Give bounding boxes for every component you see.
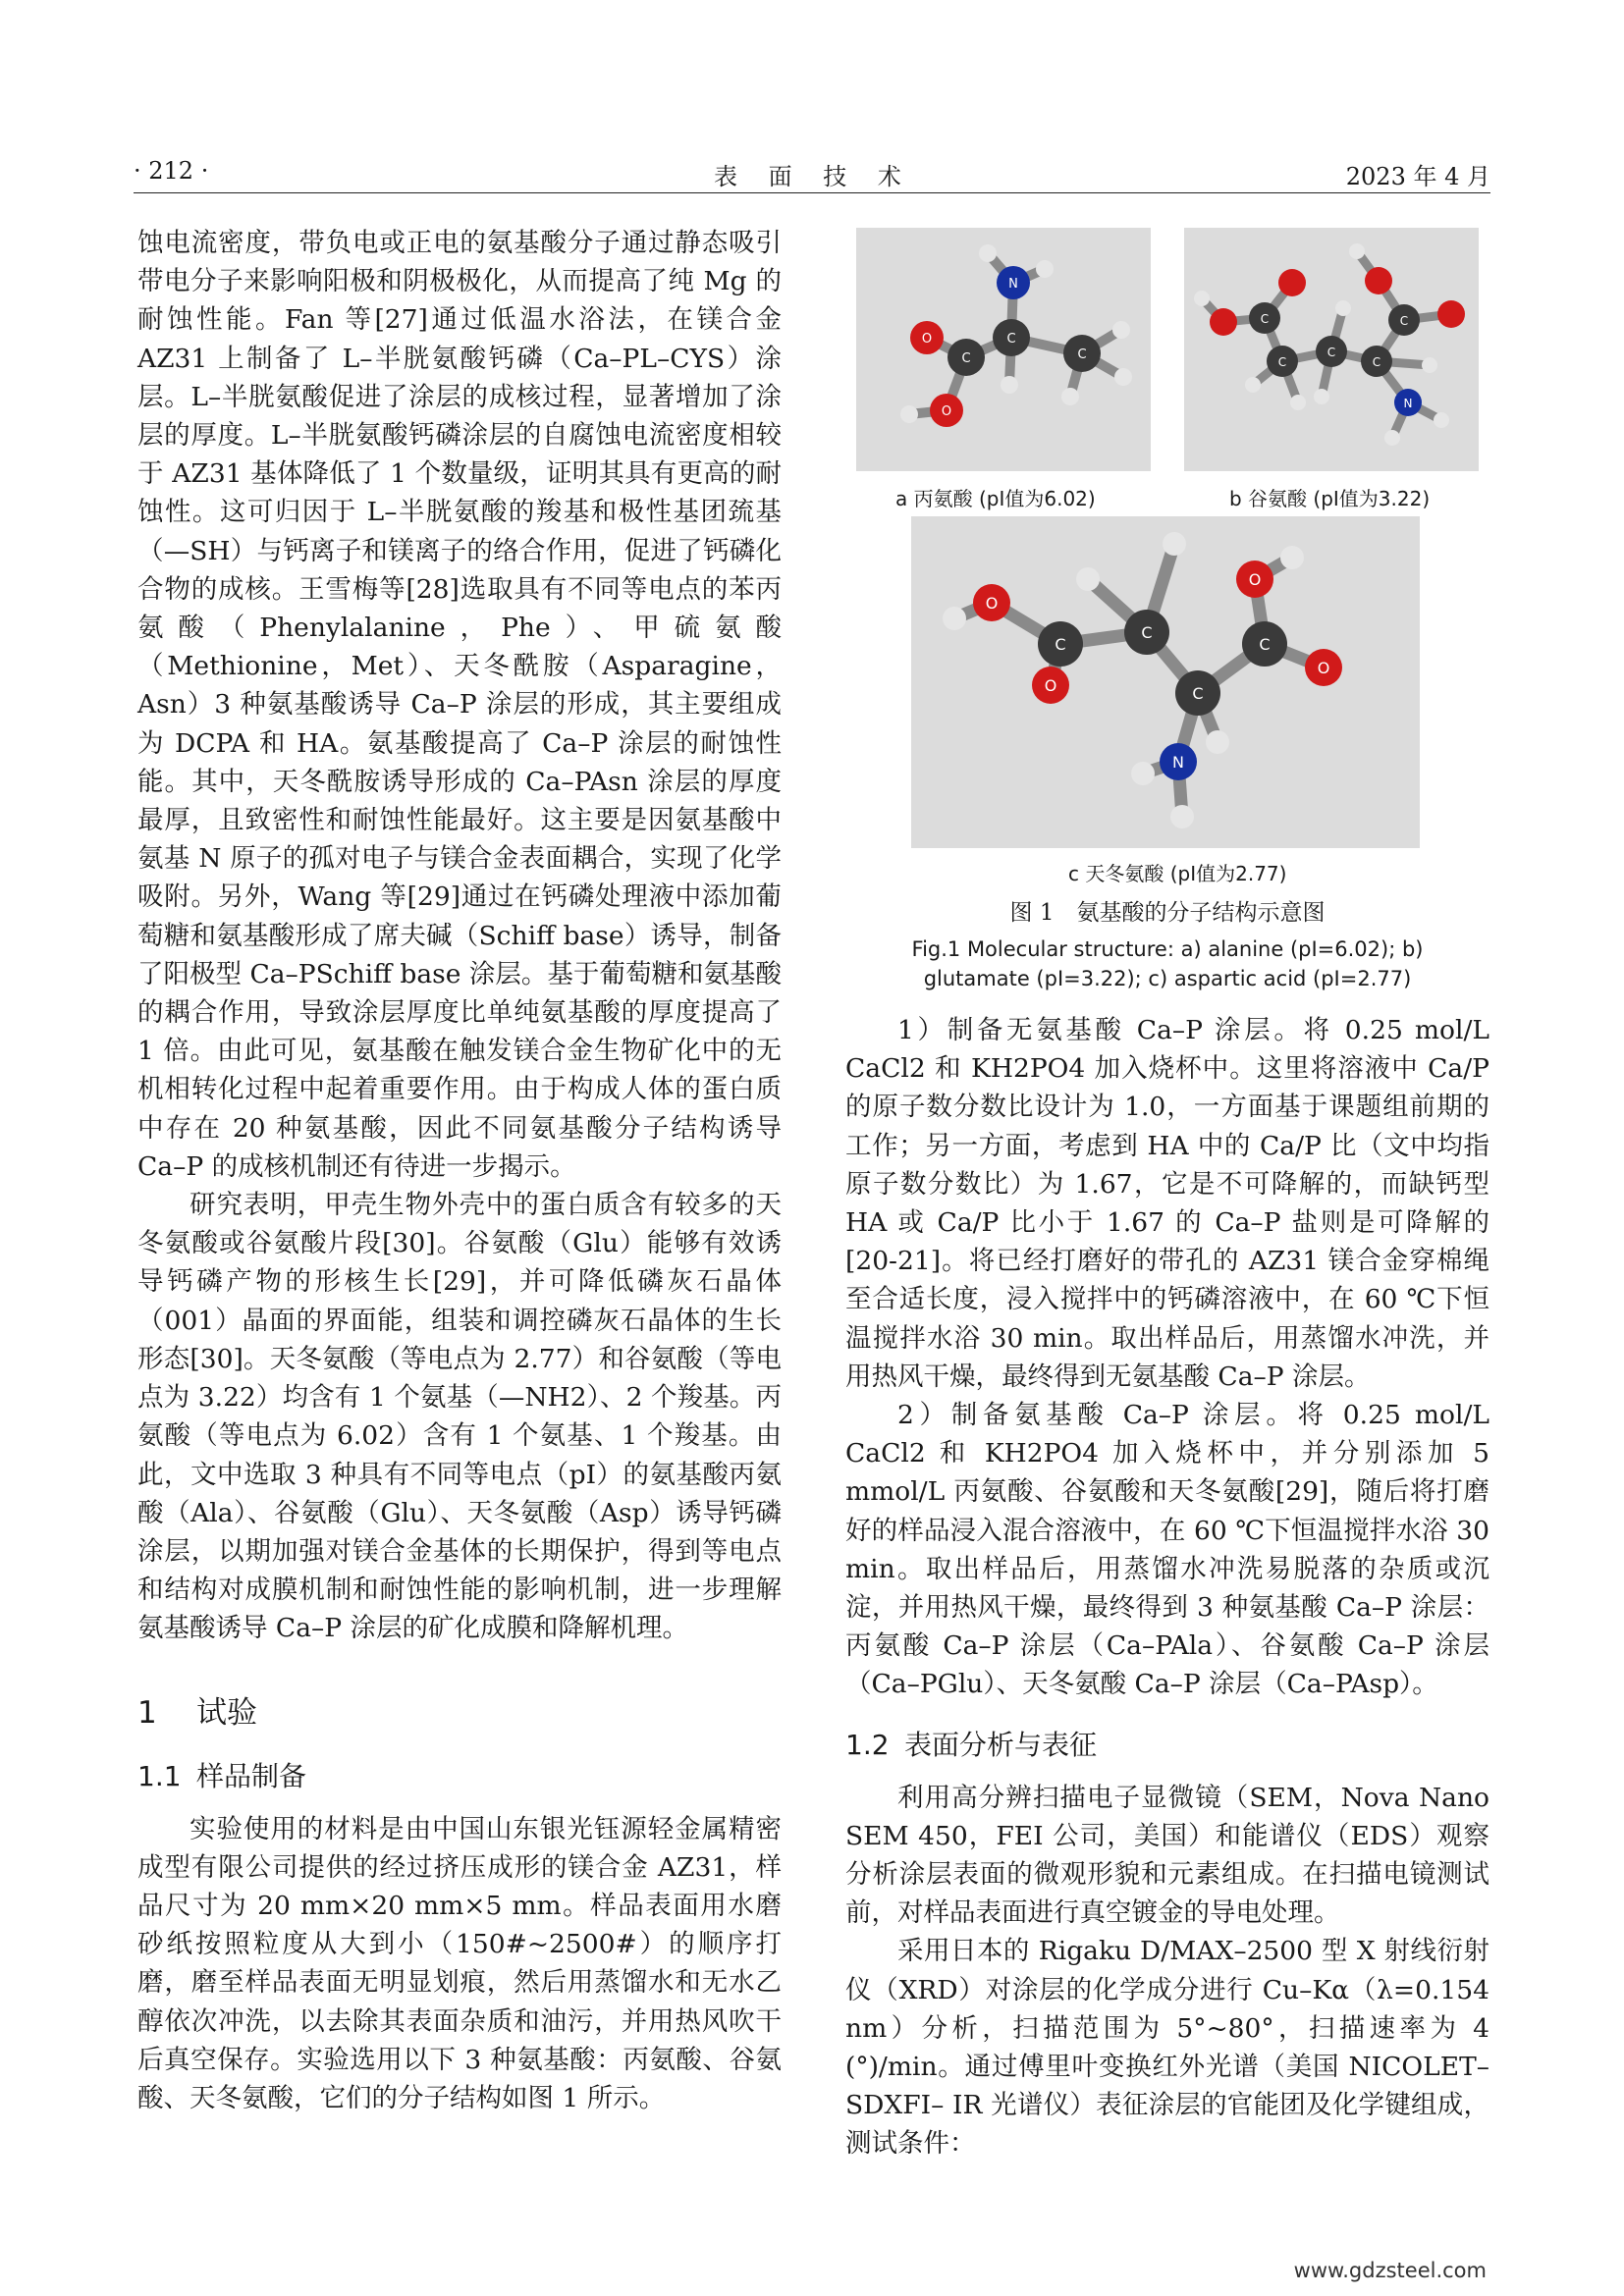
hydrogen-atom bbox=[1114, 368, 1132, 386]
atom-label: C bbox=[1399, 314, 1409, 328]
subsection-number: 1.2 bbox=[845, 1728, 890, 1761]
figure-label-a: a 丙氨酸 (pI值为6.02) bbox=[895, 487, 1096, 510]
atom-label: O bbox=[941, 404, 952, 419]
left-column bbox=[137, 224, 782, 2117]
journal-title: 表 面 技 术 bbox=[714, 163, 913, 190]
subsection-title: 样品制备 bbox=[196, 1759, 307, 1792]
paragraph: 1）制备无氨基酸 Ca–P 涂层。将 0.25 mol/L CaCl2 和 KH2PO4 加入烧杯中。这里将溶液中 Ca/P 的原子数分数比设计为 1.0，一方面基于课题组前期的工作；另一方面，考虑到 HA 中的 Ca/P 比（文中均指原子数分数比）为 1.67，它是不可降解的，而缺钙型 HA 或 Ca/P 比小于 1.67 的 Ca–P 盐则是可降解的[20-21]。将已经打磨好的带孔的 AZ31 镁合金穿棉绳至合适长度，浸入搅拌中的钙磷溶液中，在 60 ℃下恒温搅拌水浴 30 min。取出样品后，用蒸馏水冲洗，并用热风干燥，最终得到无氨基酸 Ca–P 涂层。 bbox=[845, 1015, 1489, 1392]
subsection-heading bbox=[845, 1724, 1489, 1763]
hydrogen-atom bbox=[1194, 291, 1210, 306]
paragraph: 实验使用的材料是由中国山东银光钰源轻金属精密成型有限公司提供的经过挤压成形的镁合金 AZ31，样品尺寸为 20 mm×20 mm×5 mm。样品表面用水磨砂纸按照粒度从大到小（150#~2500#）的顺序打磨，磨至样品表面无明显划痕，然后用蒸馏水和无水乙醇依次冲洗，以去除其表面杂质和油污，并用热风吹干后真空保存。实验选用以下 3 种氨基酸：丙氨酸、谷氨酸、天冬氨酸，它们的分子结构如图 1 所示。 bbox=[137, 1813, 782, 2113]
figure-label-b: b 谷氨酸 (pI值为3.22) bbox=[1229, 487, 1431, 510]
hydrogen-atom bbox=[1290, 395, 1306, 410]
paragraph: 利用高分辨扫描电子显微镜（SEM，Nova Nano SEM 450，FEI 公司，美国）和能谱仪（EDS）观察分析涂层表面的微观形貌和元素组成。在扫描电镜测试前，对样品表面进行真空镀金的导电处理。 bbox=[845, 1782, 1489, 1929]
section-number: 1 bbox=[137, 1694, 157, 1731]
atom-label: C bbox=[1259, 635, 1271, 654]
issue-date: 2023 年 4 月 bbox=[1345, 163, 1490, 190]
atom-label: C bbox=[1192, 684, 1204, 703]
figure-caption-cn: 图 1 氨基酸的分子结构示意图 bbox=[1009, 900, 1326, 926]
atom-label: O bbox=[1317, 659, 1330, 677]
oxygen-atom bbox=[1278, 269, 1306, 296]
hydrogen-atom bbox=[1112, 321, 1130, 339]
hydrogen-atom bbox=[1434, 412, 1449, 428]
hydrogen-atom bbox=[1001, 376, 1018, 394]
atom-label: O bbox=[1044, 676, 1057, 695]
subsection-number: 1.1 bbox=[137, 1759, 182, 1792]
paragraph: 研究表明，甲壳生物外壳中的蛋白质含有较多的天冬氨酸或谷氨酸片段[30]。谷氨酸（Glu）能够有效诱导钙磷产物的形核生长[29]，并可降低磷灰石晶体（001）晶面的界面能，组装和调控磷灰石晶体的生长形态[30]。天冬氨酸（等电点为 2.77）和谷氨酸（等电点为 3.22）均含有 1 个氨基（—NH2）、2 个羧基。丙氨酸（等电点为 6.02）含有 1 个氨基、1 个羧基。由此，文中选取 3 种具有不同等电点（pI）的氨基酸丙氨酸（Ala）、谷氨酸（Glu）、天冬氨酸（Asp）诱导钙磷涂层，以期加强对镁合金基体的长期保护，得到等电点和结构对成膜机制和耐蚀性能的影响机制，进一步理解氨基酸诱导 Ca–P 涂层的矿化成膜和降解机理。 bbox=[137, 1190, 782, 1644]
atom-label: C bbox=[1055, 635, 1066, 654]
atom-label: N bbox=[1403, 397, 1413, 410]
aspartic-acid-molecule bbox=[911, 516, 1420, 848]
hydrogen-atom bbox=[979, 244, 997, 262]
paragraph: 2）制备氨基酸 Ca–P 涂层。将 0.25 mol/L CaCl2 和 KH2PO4 加入烧杯中，并分别添加 5 mmol/L 丙氨酸、谷氨酸和天冬氨酸[29]，随后将打磨好的样品浸入混合溶液中，在 60 ℃下恒温搅拌水浴 30 min。取出样品后，用蒸馏水冲洗易脱落的杂质或沉淀，并用热风干燥，最终得到 3 种氨基酸 Ca–P 涂层：丙氨酸 Ca–P 涂层（Ca–PAla）、谷氨酸 Ca–P 涂层（Ca–PGlu）、天冬氨酸 Ca–P 涂层（Ca–PAsp）。 bbox=[845, 1400, 1489, 1700]
figure-panel-aspartic-acid bbox=[911, 516, 1420, 848]
hydrogen-atom bbox=[1422, 357, 1437, 373]
hydrogen-atom bbox=[1206, 730, 1229, 754]
hydrogen-atom bbox=[1163, 532, 1186, 556]
atom-label: C bbox=[1372, 355, 1381, 369]
glutamate-molecule bbox=[1184, 228, 1479, 471]
hydrogen-atom bbox=[943, 607, 966, 630]
atom-label: C bbox=[1141, 623, 1153, 642]
page-number: · 212 · bbox=[134, 157, 209, 185]
atom-label: C bbox=[1326, 346, 1336, 359]
oxygen-atom bbox=[1210, 308, 1237, 336]
section-heading bbox=[137, 1687, 782, 1732]
hydrogen-atom bbox=[1061, 388, 1079, 405]
hydrogen-atom bbox=[1076, 567, 1100, 591]
hydrogen-atom bbox=[1280, 546, 1304, 569]
hydrogen-atom bbox=[1314, 389, 1329, 404]
figure-caption-en-line: Fig.1 Molecular structure: a) alanine (pI=6.02); b) bbox=[911, 937, 1424, 961]
oxygen-atom bbox=[1365, 267, 1392, 294]
hydrogen-atom bbox=[1384, 430, 1400, 446]
atom-label: C bbox=[1006, 332, 1016, 347]
header-rule bbox=[134, 192, 1490, 193]
atom-label: C bbox=[961, 351, 971, 366]
atom-label: O bbox=[921, 332, 933, 347]
right-column bbox=[845, 1011, 1489, 2163]
hydrogen-atom bbox=[1131, 762, 1155, 785]
hydrogen-atom bbox=[1036, 260, 1054, 278]
atom-label: C bbox=[1077, 347, 1087, 362]
hydrogen-atom bbox=[1335, 300, 1351, 316]
atom-label: N bbox=[1172, 753, 1184, 772]
hydrogen-atom bbox=[1349, 243, 1365, 259]
figure-panel-alanine bbox=[856, 228, 1151, 471]
section-title: 试验 bbox=[196, 1694, 257, 1731]
hydrogen-atom bbox=[1170, 805, 1194, 828]
atom-label: N bbox=[1008, 277, 1018, 292]
atom-label: C bbox=[1260, 312, 1270, 326]
footer-watermark: www.gdzsteel.com bbox=[1293, 2259, 1487, 2282]
paragraph: 蚀电流密度，带负电或正电的氨基酸分子通过静态吸引带电分子来影响阳极和阴极极化，从而提高了纯 Mg 的耐蚀性能。Fan 等[27]通过低温水浴法，在镁合金 AZ31 上制备了 L–半胱氨酸钙磷（Ca–PL–CYS）涂层。L–半胱氨酸促进了涂层的成核过程，显著增加了涂层的厚度。L–半胱氨酸钙磷涂层的自腐蚀电流密度相较于 AZ31 基体降低了 1 个数量级，证明其具有更高的耐蚀性。这可归因于 L–半胱氨酸的羧基和极性基团巯基（—SH）与钙离子和镁离子的络合作用，促进了钙磷化合物的成核。王雪梅等[28]选取具有不同等电点的苯丙氨酸（Phenylalanine，Phe）、甲硫氨酸（Methionine，Met）、天冬酰胺（Asparagine，Asn）3 种氨基酸诱导 Ca–P 涂层的形成，其主要组成为 DCPA 和 HA。氨基酸提高了 Ca–P 涂层的耐蚀性能。其中，天冬酰胺诱导形成的 Ca–PAsn 涂层的厚度最厚，且致密性和耐蚀性能最好。这主要是因氨基酸中氨基 N 原子的孤对电子与镁合金表面耦合，实现了化学吸附。另外，Wang 等[29]通过在钙磷处理液中添加葡萄糖和氨基酸形成了席夫碱（Schiff base）诱导，制备了阳极型 Ca–PSchiff base 涂层。基于葡萄糖和氨基酸的耦合作用，导致涂层厚度比单纯氨基酸的厚度提高了 1 倍。由此可见，氨基酸在触发镁合金生物矿化中的无机相转化过程中起着重要作用。由于构成人体的蛋白质中存在 20 种氨基酸，因此不同氨基酸分子结构诱导 Ca–P 的成核机制还有待进一步揭示。 bbox=[137, 228, 782, 1182]
subsection-heading bbox=[137, 1755, 782, 1794]
figure-caption-en-line: glutamate (pI=3.22); c) aspartic acid (pI=2.77) bbox=[923, 967, 1412, 990]
figure-caption-en bbox=[845, 934, 1489, 993]
subsection-title: 表面分析与表征 bbox=[904, 1728, 1098, 1761]
paragraph: 采用日本的 Rigaku D/MAX–2500 型 X 射线衍射仪（XRD）对涂层的化学成分进行 Cu–Kα（λ=0.154 nm）分析，扫描范围为 5°~80°，扫描速率为 4 (°)/min。通过傅里叶变换红外光谱（美国 NICOLET–SDXFI– IR 光谱仪）表征涂层的官能团及化学键组成，测试条件： bbox=[845, 1936, 1489, 2160]
figure-panel-glutamate bbox=[1184, 228, 1479, 471]
alanine-molecule bbox=[856, 228, 1151, 471]
atom-label: O bbox=[985, 594, 999, 613]
atom-label: O bbox=[1248, 570, 1262, 589]
oxygen-atom bbox=[1437, 300, 1465, 328]
hydrogen-atom bbox=[1245, 377, 1261, 393]
atom-label: C bbox=[1277, 355, 1287, 369]
figure-label-c: c 天冬氨酸 (pI值为2.77) bbox=[1068, 862, 1287, 885]
hydrogen-atom bbox=[900, 405, 918, 423]
